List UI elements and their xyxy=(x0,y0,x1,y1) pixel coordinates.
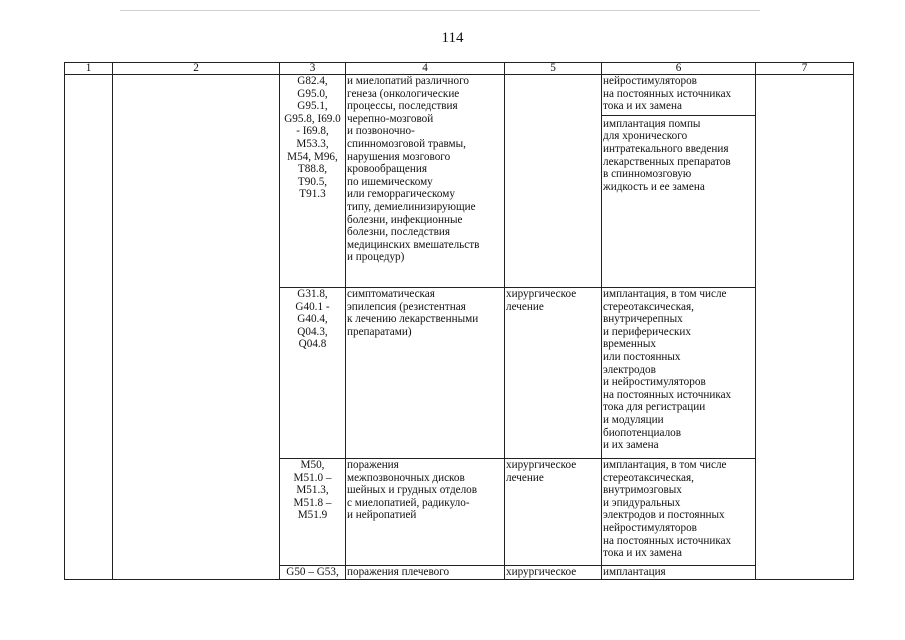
diagnosis-codes-cell: G50 – G53, xyxy=(280,566,346,580)
condition-description-cell: симптоматическая эпилепсия (резистентная к лечению лекарственными препаратами) xyxy=(346,288,505,459)
empty-cell xyxy=(756,288,854,459)
empty-cell xyxy=(65,459,113,566)
empty-cell xyxy=(65,288,113,459)
column-header: 7 xyxy=(756,63,854,75)
table-row xyxy=(65,75,854,288)
empty-cell xyxy=(113,75,280,288)
table-row xyxy=(65,288,854,459)
empty-cell xyxy=(113,288,280,459)
empty-cell xyxy=(756,566,854,580)
column-header: 2 xyxy=(113,63,280,75)
procedure-cell: имплантация xyxy=(602,566,756,580)
column-header: 1 xyxy=(65,63,113,75)
procedure-cell: имплантация, в том числе стереотаксическая, внутримозговых и эпидуральных электродов и постоянных нейростимуляторов на постоянных источниках тока и их замена xyxy=(602,459,756,566)
empty-cell xyxy=(113,459,280,566)
procedure-text: имплантация помпы для хронического интратекального введения лекарственных препаратов в спинномозговую жидкость и ее замена xyxy=(602,115,755,194)
condition-description-cell: поражения плечевого xyxy=(346,566,505,580)
column-number-row xyxy=(65,63,854,75)
treatment-type-cell: хирургическое лечение xyxy=(505,288,602,459)
table-row xyxy=(65,566,854,580)
diagnosis-codes-cell: M50, M51.0 – M51.3, M51.8 – M51.9 xyxy=(280,459,346,566)
scan-artifact-top xyxy=(120,10,760,11)
diagnosis-codes-cell: G31.8, G40.1 - G40.4, Q04.3, Q04.8 xyxy=(280,288,346,459)
empty-cell xyxy=(756,459,854,566)
condition-description-cell: поражения межпозвоночных дисков шейных и грудных отделов с миелопатией, радикуло- и нейропатией xyxy=(346,459,505,566)
procedure-cell xyxy=(602,75,756,288)
column-header: 4 xyxy=(346,63,505,75)
procedure-cell: имплантация, в том числе стереотаксическая, внутричерепных и периферических временных или постоянных электродов и нейростимуляторов на постоянных источниках тока для регистрации и модуляции биопотенциалов и их замена xyxy=(602,288,756,459)
diagnosis-codes-cell: G82.4, G95.0, G95.1, G95.8, I69.0 - I69.8, M53.3, M54, M96, T88.8, T90.5, T91.3 xyxy=(280,75,346,288)
treatment-type-cell: хирургическое лечение xyxy=(505,459,602,566)
condition-description-cell: и миелопатий различного генеза (онкологические процессы, последствия черепно-мозговой и позвоночно- спинномозговой травмы, нарушения мозгового кровообращения по ишемическому или геморрагическому типу, демиелинизирующие болезни, инфекционные болезни, последствия медицинских вмешательств и процедур) xyxy=(346,75,505,288)
table-row xyxy=(65,459,854,566)
page-number: 114 xyxy=(441,30,464,46)
empty-cell xyxy=(756,75,854,288)
empty-cell xyxy=(65,75,113,288)
treatment-type-cell: хирургическое xyxy=(505,566,602,580)
treatment-type-cell xyxy=(505,75,602,288)
column-header: 5 xyxy=(505,63,602,75)
column-header: 6 xyxy=(602,63,756,75)
medical-procedures-table xyxy=(64,62,854,580)
column-header: 3 xyxy=(280,63,346,75)
empty-cell xyxy=(65,566,113,580)
procedure-text: нейростимуляторов на постоянных источниках тока и их замена xyxy=(603,75,732,113)
empty-cell xyxy=(113,566,280,580)
